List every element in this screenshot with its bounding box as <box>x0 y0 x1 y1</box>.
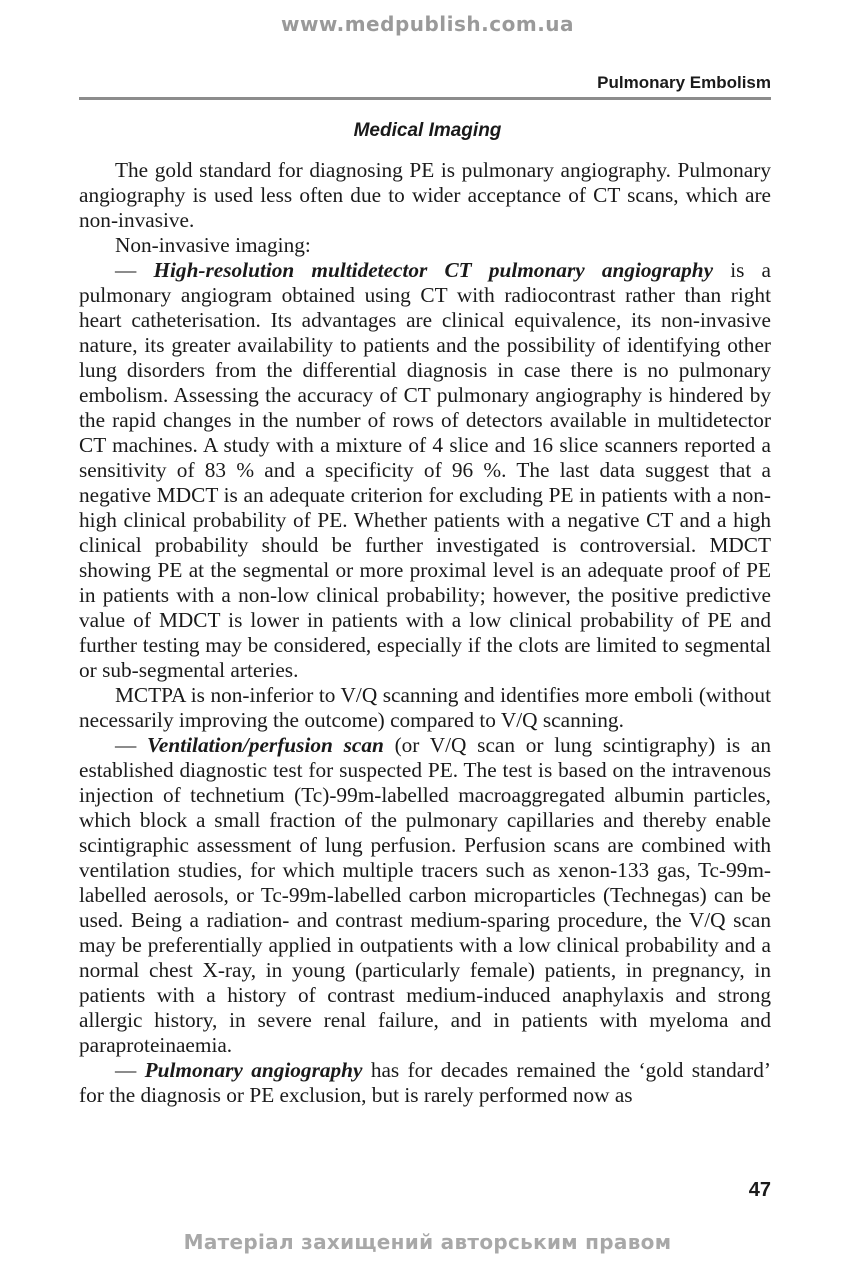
term-ct-angiography: High-resolution multidetector CT pulmonary angiography <box>153 258 714 282</box>
paragraph: — Ventilation/perfusion scan (or V/Q scan or lung scintigraphy) is an established diagnostic test for suspected PE. The test is based on the intravenous injection of technetium (Tc)-99m-labelled macroaggregated albumin particles, which block a small fraction of the pulmonary capillaries and thereby enable scintigraphic assessment of lung perfusion. Perfusion scans are combined with ventilation studies, for which multiple tracers such as xenon-133 gas, Tc-99m-labelled aerosols, or Tc-99m-labelled carbon microparticles (Technegas) can be used. Being a radiation- and contrast medium-sparing procedure, the V/Q scan may be preferentially applied in outpatients with a low clinical probability and a normal chest X-ray, in young (particularly female) patients, in pregnancy, in patients with a history of contrast medium-induced anaphylaxis and strong allergic history, in severe renal failure, and in patients with myeloma and paraproteinaemia. <box>79 733 771 1057</box>
page-number: 47 <box>748 1179 771 1201</box>
term-pulmonary-angiography: Pulmonary angiography <box>144 1058 363 1082</box>
copyright-watermark: Матеріал захищений авторським правом <box>183 1230 672 1254</box>
header-rule <box>79 97 771 100</box>
watermark-url: www.medpublish.com.ua <box>280 12 575 36</box>
paragraph: Non-invasive imaging: <box>115 233 311 257</box>
body-text <box>79 158 771 1108</box>
paragraph: The gold standard for diagnosing PE is pulmonary angiography. Pulmonary angiography is used less often due to wider acceptance of CT scans, which are non-invasive. <box>79 158 771 232</box>
paragraph: MCTPA is non-inferior to V/Q scanning and identifies more emboli (without necessarily improving the outcome) compared to V/Q scanning. <box>79 683 771 732</box>
paragraph: — Pulmonary angiography has for decades remained the ‘gold standard’ for the diagnosis or PE exclusion, but is rarely performed now as <box>79 1058 772 1107</box>
section-heading: Medical Imaging <box>353 120 502 141</box>
term-vq-scan: Ventilation/perfusion scan <box>147 733 384 757</box>
running-head: Pulmonary Embolism <box>597 73 771 92</box>
paragraph: — High-resolution multidetector CT pulmonary angiography is a pulmonary angiogram obtained using CT with radiocontrast rather than right heart catheterisation. Its advantages are clinical equivalence, its non-invasive nature, its greater availability to patients and the possibility of identifying other lung disorders from the differential diagnosis in case there is no pulmonary embolism. Assessing the accuracy of CT pulmonary angiography is hindered by the rapid changes in the number of rows of detectors available in multidetector CT machines. A study with a mixture of 4 slice and 16 slice scanners reported a sensitivity of 83 % and a specificity of 96 %. The last data suggest that a negative MDCT is an adequate criterion for excluding PE in patients with a non-high clinical probability of PE. Whether patients with a negative CT and a high clinical probability should be further investigated is controversial. MDCT showing PE at the segmental or more proximal level is an adequate proof of PE in patients with a non-low clinical probability; however, the positive predictive value of MDCT is lower in patients with a low clinical probability of PE and further testing may be considered, especially if the clots are limited to segmental or sub-segmental arteries. <box>79 258 771 682</box>
